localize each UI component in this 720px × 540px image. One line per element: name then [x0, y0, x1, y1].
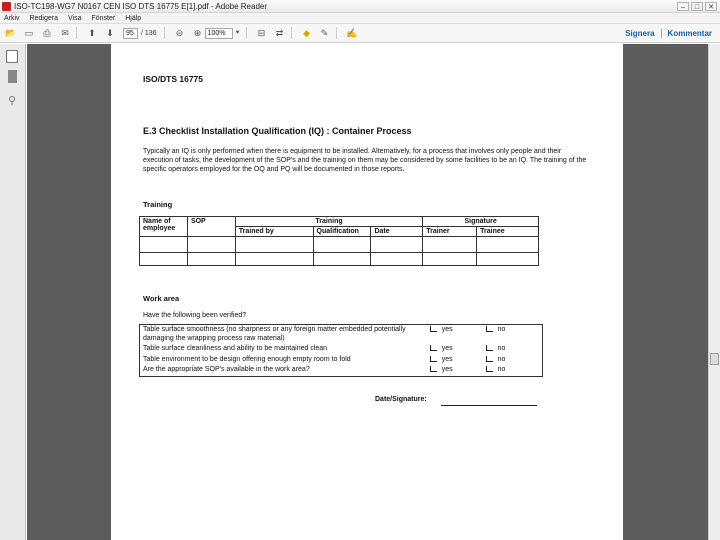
- attachments-icon[interactable]: ⚲: [7, 95, 17, 107]
- no-checkbox[interactable]: [486, 366, 493, 372]
- header-trainee: Trainee: [477, 227, 539, 237]
- yes-option[interactable]: [427, 325, 483, 345]
- table-cell: [423, 237, 477, 253]
- minimize-button[interactable]: –: [677, 2, 689, 11]
- pdf-page: [111, 44, 623, 540]
- table-cell: [140, 253, 188, 266]
- zoom-out-icon[interactable]: ⊖: [175, 27, 184, 38]
- yes-checkbox[interactable]: [430, 345, 437, 351]
- header-trainer: Trainer: [423, 227, 477, 237]
- toolbar-separator: [291, 27, 292, 39]
- toolbar-separator: [246, 27, 247, 39]
- yes-checkbox[interactable]: [430, 326, 437, 332]
- table-row: [140, 253, 539, 266]
- table-cell: [140, 237, 188, 253]
- checklist-item: Table environment to be design offering enough empty room to fold: [140, 355, 427, 366]
- table-cell: [187, 253, 235, 266]
- no-label: no: [497, 366, 506, 373]
- menu-arkiv[interactable]: Arkiv: [4, 14, 20, 22]
- header-training: Training: [235, 217, 423, 227]
- yes-label: yes: [441, 366, 453, 373]
- no-option[interactable]: [483, 325, 543, 345]
- sign-tool-icon[interactable]: ✍: [345, 27, 358, 38]
- header-date: Date: [371, 227, 423, 237]
- open-icon[interactable]: 📂: [5, 27, 17, 38]
- yes-label: yes: [441, 355, 453, 363]
- menu-visa[interactable]: Visa: [67, 14, 82, 22]
- close-button[interactable]: ✕: [705, 2, 717, 11]
- header-trained-by: Trained by: [235, 227, 313, 237]
- yes-label: yes: [441, 326, 453, 333]
- header-sop: SOP: [187, 217, 235, 237]
- checklist-row: [140, 355, 543, 366]
- training-table: [139, 216, 539, 266]
- verification-question: Have the following been verified?: [143, 312, 247, 319]
- yes-option[interactable]: [427, 344, 483, 355]
- table-cell: [187, 237, 235, 253]
- checklist-row: [140, 365, 543, 376]
- header-signature: Signature: [423, 217, 539, 227]
- save-icon[interactable]: ▭: [24, 27, 34, 38]
- table-cell: [313, 237, 371, 253]
- document-viewport[interactable]: [27, 44, 708, 540]
- title-bar: [0, 0, 720, 13]
- table-row: [140, 217, 539, 227]
- checklist-item: Table surface smoothness (no sharpness or any foreign matter embedded potentially damaging the wrapping process raw material): [140, 325, 427, 345]
- no-option[interactable]: [483, 355, 543, 366]
- sign-button[interactable]: Signera: [625, 28, 655, 38]
- comment-button[interactable]: Kommentar: [667, 28, 712, 38]
- yes-option[interactable]: [427, 365, 483, 376]
- print-icon[interactable]: ⎙: [43, 27, 51, 38]
- fit-page-icon[interactable]: ⊟: [257, 27, 266, 38]
- comment-icon[interactable]: ◆: [303, 27, 311, 38]
- checklist-row: [140, 325, 543, 345]
- yes-option[interactable]: [427, 355, 483, 366]
- header-qualification: Qualification: [313, 227, 371, 237]
- yes-checkbox[interactable]: [430, 356, 437, 362]
- no-option[interactable]: [483, 344, 543, 355]
- highlight-icon[interactable]: ✎: [320, 27, 329, 38]
- no-label: no: [497, 345, 506, 352]
- menu-bar: [0, 13, 720, 24]
- table-cell: [235, 253, 313, 266]
- zoom-level-input[interactable]: [205, 28, 233, 39]
- training-heading: Training: [143, 200, 173, 209]
- work-area-heading: Work area: [143, 294, 180, 303]
- no-label: no: [497, 355, 506, 363]
- toolbar-right: [625, 29, 720, 38]
- document-id: ISO/DTS 16775: [143, 74, 204, 84]
- table-cell: [423, 253, 477, 266]
- no-option[interactable]: [483, 365, 543, 376]
- window-controls: [677, 2, 717, 11]
- no-label: no: [497, 326, 506, 333]
- adobe-reader-icon: [2, 2, 11, 11]
- no-checkbox[interactable]: [486, 326, 493, 332]
- no-checkbox[interactable]: [486, 356, 493, 362]
- table-row: [140, 237, 539, 253]
- checklist-item: Table surface cleanliness and ability to be maintained clean: [140, 344, 427, 355]
- scrollbar-thumb[interactable]: [710, 353, 719, 365]
- no-checkbox[interactable]: [486, 345, 493, 351]
- navigation-panel: [0, 44, 26, 540]
- next-page-icon[interactable]: ⬇: [106, 27, 114, 38]
- toolbar-separator: [336, 27, 337, 39]
- toolbar-divider: [661, 29, 662, 38]
- menu-hjalp[interactable]: Hjälp: [125, 14, 142, 22]
- previous-page-icon[interactable]: ⬆: [88, 27, 96, 38]
- checklist-row: [140, 344, 543, 355]
- toolbar-separator: [76, 27, 77, 39]
- table-cell: [477, 253, 539, 266]
- rotate-icon[interactable]: ⇄: [275, 27, 284, 38]
- table-cell: [313, 253, 371, 266]
- table-cell: [235, 237, 313, 253]
- email-icon[interactable]: ✉: [61, 27, 69, 38]
- signature-line: [441, 405, 537, 406]
- maximize-button[interactable]: □: [691, 2, 703, 11]
- signature-label: Date/Signature:: [375, 396, 427, 403]
- yes-checkbox[interactable]: [430, 366, 437, 372]
- zoom-dropdown-icon[interactable]: ▼: [234, 30, 241, 36]
- zoom-in-icon[interactable]: ⊕: [193, 27, 202, 38]
- toolbar: [0, 24, 720, 43]
- table-cell: [477, 237, 539, 253]
- checklist-item: Are the appropriate SOP's available in the work area?: [140, 365, 427, 376]
- vertical-scrollbar[interactable]: [708, 44, 720, 540]
- work-area-checklist: [139, 324, 543, 377]
- toolbar-separator: [164, 27, 165, 39]
- header-name: Name of employee: [140, 217, 188, 237]
- page-total-label: / 136: [141, 29, 157, 37]
- table-cell: [371, 237, 423, 253]
- table-cell: [371, 253, 423, 266]
- intro-paragraph: Typically an IQ is only performed when there is equipment to be installed. Alternatively, for a process that involves only people and their execution of tasks, the development of the SOP's and the training on them may be considered by some facilities to be an IQ. The training of the specific operators employed for the OQ and PQ will be documented in those reports.: [143, 148, 587, 174]
- window-title: ISO-TC198-WG7 N0167 CEN ISO DTS 16775 E[1].pdf - Adobe Reader: [14, 1, 268, 11]
- page-thumbnails-icon[interactable]: [6, 50, 18, 63]
- menu-redigera[interactable]: Redigera: [29, 14, 58, 22]
- section-title: E.3 Checklist Installation Qualification (IQ) : Container Process: [143, 126, 412, 136]
- bookmarks-icon[interactable]: [8, 70, 17, 83]
- page-number-input[interactable]: [123, 28, 138, 39]
- yes-label: yes: [441, 345, 453, 352]
- menu-fonster[interactable]: Fönster: [91, 14, 116, 22]
